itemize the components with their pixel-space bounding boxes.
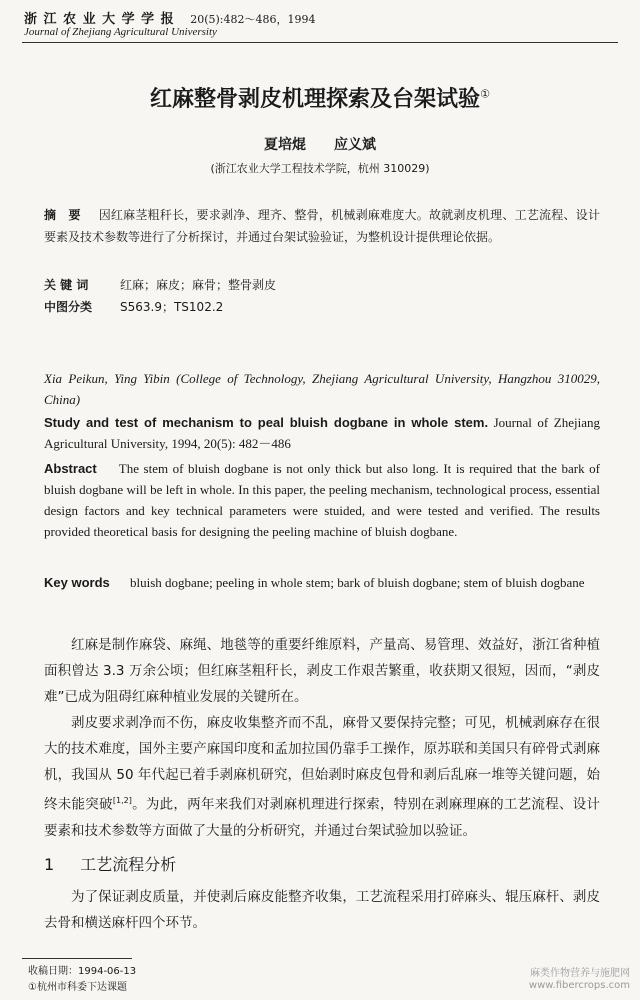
english-citation: Journal of Zhejiang Agricultural University, 1994, 20(5): 482－486 bbox=[44, 415, 600, 451]
journal-header-cn bbox=[24, 8, 316, 27]
footnote-rule bbox=[22, 958, 132, 959]
author-2: 应义斌 bbox=[334, 137, 376, 153]
english-abstract-label: Abstract bbox=[44, 461, 97, 476]
body-section-1 bbox=[44, 884, 600, 936]
keywords-cn bbox=[44, 276, 276, 293]
journal-name-cn: 浙 江 农 业 大 学 学 报 bbox=[24, 12, 175, 27]
keywords-cn-text: 红麻；麻皮；麻骨；整骨剥皮 bbox=[120, 278, 277, 292]
classification-text: S563.9；TS102.2 bbox=[120, 300, 224, 314]
section-heading-1 bbox=[44, 852, 176, 875]
keywords-cn-label: 关 键 词 bbox=[44, 278, 89, 292]
abstract-cn-label: 摘 要 bbox=[44, 208, 81, 222]
abstract-cn-text: 因红麻茎粗秆长，要求剥净、理齐、整骨，机械剥麻难度大。故就剥皮机理、工艺流程、设计要素及技术参数等进行了分析探讨，并通过台架试验验证，为整机设计提供理论依据。 bbox=[44, 208, 600, 244]
classification-label: 中图分类 bbox=[44, 300, 93, 314]
english-title: Study and test of mechanism to peal bluish dogbane in whole stem. bbox=[44, 415, 489, 430]
body-paragraph-2a: 剥皮要求剥净而不伤，麻皮收集整齐而不乱，麻骨又要保持完整；可见，机械剥麻存在很大的技术难度，国外主要产麻国印度和孟加拉国仍靠手工操作，原苏联和美国只有碎骨式剥麻机，我国从 50 年代起已着手剥麻机研究，但始剥时麻皮包骨和剥后乱麻一堆等关键问题，始终未能突破 bbox=[44, 715, 600, 813]
watermark-cn: 麻类作物营养与施肥网 bbox=[530, 968, 630, 979]
journal-name-en: Journal of Zhejiang Agricultural University bbox=[24, 26, 217, 38]
author-1: 夏培焜 bbox=[264, 137, 306, 153]
english-authors: Xia Peikun, Ying Yibin (College of Technology, Zhejiang Agricultural University, Hangzhou 310029, China) bbox=[44, 371, 600, 407]
body-paragraph-3: 为了保证剥皮质量，并使剥后麻皮能整齐收集，工艺流程采用打碎麻头、辊压麻杆、剥皮去骨和横送麻杆四个环节。 bbox=[44, 889, 600, 931]
body-paragraph-2b: 。为此，两年来我们对剥麻机理进行探索，特别在剥麻理麻的工艺流程、设计要素和技术参数等方面做了大量的分析研究，并通过台架试验加以验证。 bbox=[44, 796, 601, 839]
body-intro bbox=[44, 632, 600, 844]
english-keywords-label: Key words bbox=[44, 575, 110, 590]
affiliation: (浙江农业大学工程技术学院，杭州 310029) bbox=[210, 162, 430, 175]
paper-title-text: 红麻整骨剥皮机理探索及台架试验 bbox=[150, 87, 481, 112]
paper-title bbox=[0, 82, 640, 113]
section-number: 1 bbox=[44, 855, 55, 874]
section-title: 工艺流程分析 bbox=[80, 855, 177, 874]
journal-volume: 20(5):482～486，1994 bbox=[190, 13, 316, 26]
english-abstract-text: The stem of bluish dogbane is not only thick but also long. It is required that the bark of bluish dogbane will be left in whole. In this paper, the peeling mechanism, technological process, essential design factors and key technical parameters were stuided, and were tested and verified. The results provided theoretical basis for designing the peeling machine of bluish dogbane. bbox=[44, 461, 600, 539]
title-footnote-mark: ① bbox=[480, 87, 490, 101]
body-paragraph-1: 红麻是制作麻袋、麻绳、地毯等的重要纤维原料，产量高、易管理、效益好，浙江省种植面积曾达 3.3 万余公顷；但红麻茎粗秆长，剥皮工作艰苦繁重，收获期又很短，因而，“剥皮难”已成为阻碍红麻种植业发展的关键所在。 bbox=[44, 637, 600, 705]
watermark-url: www.fibercrops.com bbox=[528, 980, 630, 991]
classification bbox=[44, 298, 223, 315]
footnote-fund: ①杭州市科委下达课题 bbox=[28, 982, 127, 993]
english-abstract bbox=[44, 458, 600, 542]
english-title-citation bbox=[44, 412, 600, 454]
citation-ref: [1,2] bbox=[112, 796, 132, 805]
footnote-received: 收稿日期：1994-06-13 bbox=[28, 966, 137, 977]
authors bbox=[0, 134, 640, 154]
english-keywords-text: bluish dogbane; peeling in whole stem; bark of bluish dogbane; stem of bluish dogbane bbox=[130, 575, 585, 590]
header-rule bbox=[22, 42, 618, 43]
abstract-cn bbox=[44, 204, 600, 248]
body-paragraph-2 bbox=[44, 710, 600, 844]
english-keywords bbox=[44, 572, 600, 593]
